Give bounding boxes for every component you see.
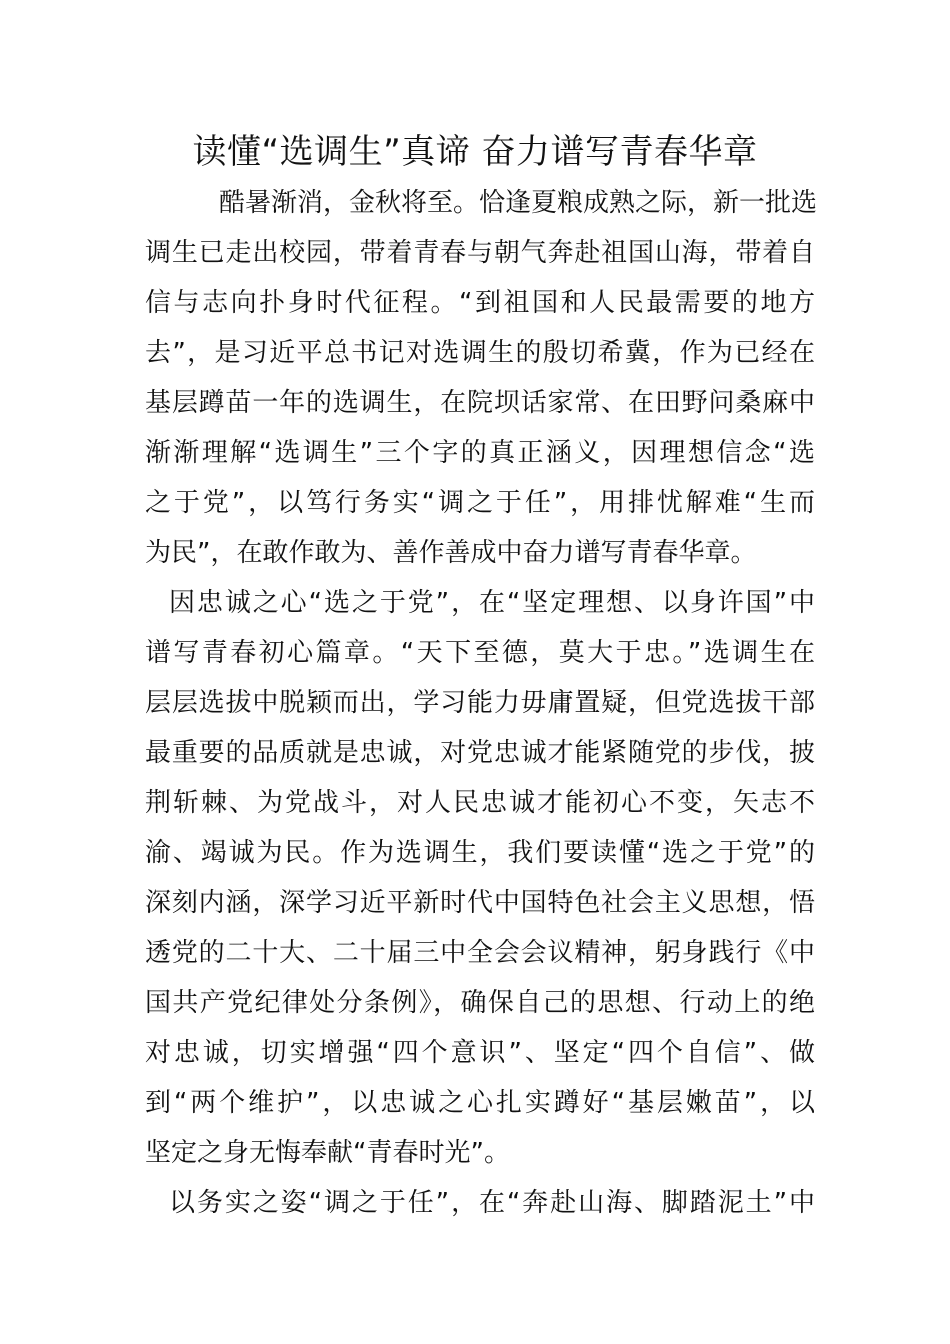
paragraph-line: 渐渐理解“选调生”三个字的真正涵义，因理想信念“选 bbox=[145, 438, 815, 468]
paragraph-line: 调生已走出校园，带着青春与朝气奔赴祖国山海，带着自 bbox=[145, 238, 815, 268]
document-body bbox=[145, 178, 818, 1228]
paragraph-line: 透党的二十大、二十届三中全会会议精神，躬身践行《中 bbox=[145, 938, 815, 968]
paragraph-line: 层层选拔中脱颖而出，学习能力毋庸置疑，但党选拔干部 bbox=[145, 688, 815, 718]
paragraph-2 bbox=[145, 578, 815, 1178]
paragraph-line: 基层蹲苗一年的选调生，在院坝话家常、在田野问桑麻中 bbox=[145, 388, 815, 418]
paragraph-line: 渝、竭诚为民。作为选调生，我们要读懂“选之于党”的 bbox=[145, 838, 815, 868]
document-title: 读懂“选调生”真谛 奋力谱写青春华章 bbox=[192, 132, 758, 172]
paragraph-line: 信与志向扑身时代征程。“到祖国和人民最需要的地方 bbox=[145, 288, 815, 318]
paragraph-line: 荆斩棘、为党战斗，对人民忠诚才能初心不变，矢志不 bbox=[145, 788, 815, 818]
paragraph-line: 之于党”，以笃行务实“调之于任”，用排忧解难“生而 bbox=[145, 488, 815, 518]
paragraph-3 bbox=[145, 1178, 815, 1228]
paragraph-line: 去”，是习近平总书记对选调生的殷切希冀，作为已经在 bbox=[145, 338, 815, 368]
paragraph-line: 到“两个维护”，以忠诚之心扎实蹲好“基层嫩苗”，以 bbox=[145, 1088, 815, 1118]
paragraph-line: 对忠诚，切实增强“四个意识”、坚定“四个自信”、做 bbox=[145, 1038, 815, 1068]
paragraph-line: 国共产党纪律处分条例》，确保自己的思想、行动上的绝 bbox=[145, 988, 815, 1018]
paragraph-line: 深刻内涵，深学习近平新时代中国特色社会主义思想，悟 bbox=[145, 888, 815, 918]
paragraph-1 bbox=[145, 178, 818, 578]
paragraph-line: 以务实之姿“调之于任”，在“奔赴山海、脚踏泥土”中 bbox=[169, 1188, 815, 1218]
paragraph-line: 最重要的品质就是忠诚，对党忠诚才能紧随党的步伐，披 bbox=[145, 738, 815, 768]
paragraph-line: 酷暑渐消，金秋将至。恰逢夏粮成熟之际，新一批选 bbox=[219, 188, 818, 218]
paragraph-line: 坚定之身无悔奉献“青春时光”。 bbox=[145, 1138, 510, 1168]
paragraph-line: 因忠诚之心“选之于党”，在“坚定理想、以身许国”中 bbox=[169, 588, 815, 618]
paragraph-line: 谱写青春初心篇章。“天下至德，莫大于忠。”选调生在 bbox=[145, 638, 815, 668]
paragraph-line: 为民”，在敢作敢为、善作善成中奋力谱写青春华章。 bbox=[145, 538, 757, 568]
